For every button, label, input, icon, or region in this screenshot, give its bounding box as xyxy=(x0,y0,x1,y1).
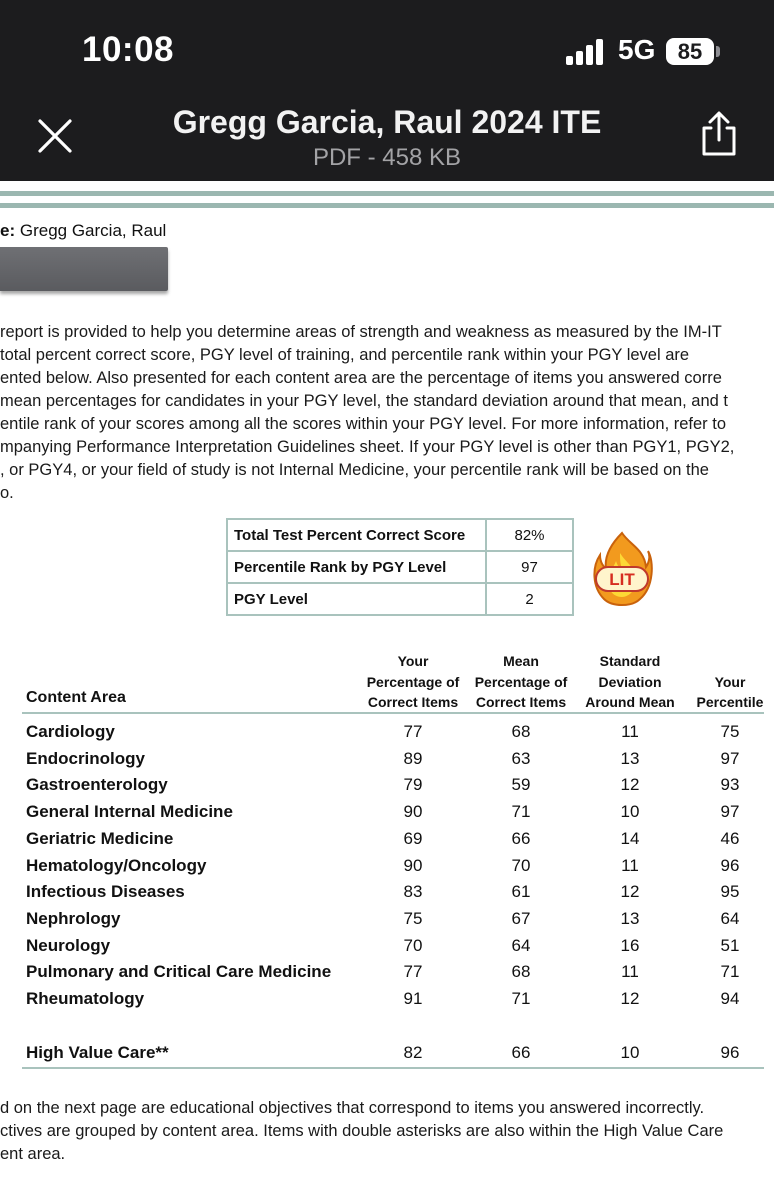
content-area-name: High Value Care** xyxy=(26,1043,169,1062)
table-row xyxy=(0,749,774,775)
table-row-high-value-care xyxy=(0,1043,774,1069)
table-row xyxy=(0,962,774,988)
your-pct-cell: 70 xyxy=(403,935,423,955)
intro-line: total percent correct score, PGY level of training, and percentile rank within your PGY level are xyxy=(0,346,690,364)
mean-pct-cell: 68 xyxy=(511,962,531,982)
std-dev-cell: 10 xyxy=(620,802,640,822)
intro-paragraph xyxy=(0,321,774,505)
name-label: e: xyxy=(0,221,16,240)
examinee-name-line xyxy=(0,221,166,241)
std-dev-cell: 11 xyxy=(621,722,639,741)
mean-pct-cell: 67 xyxy=(511,908,531,928)
mean-pct-cell: 66 xyxy=(511,1043,531,1062)
content-area-name: Endocrinology xyxy=(26,748,145,768)
header-line: Percentage of xyxy=(366,673,460,690)
examinee-name: Gregg Garcia, Raul xyxy=(19,221,167,240)
summary-value: 97 xyxy=(486,551,573,583)
col-header-std-dev xyxy=(578,651,682,713)
your-pct-cell: 77 xyxy=(403,962,423,982)
table-row xyxy=(0,989,774,1015)
table-rule xyxy=(22,1067,764,1069)
std-dev-cell: 12 xyxy=(620,882,640,902)
content-area-name: Hematology/Oncology xyxy=(26,855,207,875)
header-rule xyxy=(0,203,774,208)
percentile-cell: 71 xyxy=(720,962,740,982)
percentile-cell: 93 xyxy=(720,775,740,795)
header-line: Deviation xyxy=(598,673,662,690)
table-row xyxy=(0,936,774,962)
share-button[interactable] xyxy=(696,110,742,158)
percentile-cell: 64 xyxy=(720,908,740,928)
footer-paragraph xyxy=(0,1097,774,1166)
mean-pct-cell: 68 xyxy=(511,722,531,741)
document-title: Gregg Garcia, Raul 2024 ITE xyxy=(172,104,602,140)
table-row xyxy=(227,519,573,551)
percentile-cell: 95 xyxy=(720,882,740,902)
redacted-block xyxy=(0,247,168,291)
your-pct-cell: 82 xyxy=(403,1043,423,1062)
summary-value: 2 xyxy=(486,583,573,615)
percentile-cell: 75 xyxy=(720,722,740,741)
content-area-name: Cardiology xyxy=(26,722,115,741)
header-line: Standard xyxy=(599,653,661,669)
header-line: Around Mean xyxy=(585,694,675,710)
std-dev-cell: 16 xyxy=(620,935,640,955)
table-rule xyxy=(22,712,764,714)
mean-pct-cell: 59 xyxy=(511,775,531,795)
your-pct-cell: 79 xyxy=(403,775,423,795)
header-line: Your xyxy=(397,653,429,669)
battery-level: 85 xyxy=(666,38,714,65)
mean-pct-cell: 63 xyxy=(511,748,531,768)
summary-value: 82% xyxy=(486,519,573,551)
std-dev-cell: 14 xyxy=(620,828,640,848)
intro-line: ented below. Also presented for each content area are the percentage of items you answered corre xyxy=(0,369,722,387)
footer-line: d on the next page are educational objectives that correspond to items you answered incorrectly. xyxy=(0,1099,705,1117)
table-row xyxy=(227,551,573,583)
your-pct-cell: 69 xyxy=(403,828,423,848)
content-area-name: Infectious Diseases xyxy=(26,882,185,902)
intro-line: , or PGY4, or your field of study is not Internal Medicine, your percentile rank will be based on the xyxy=(0,461,709,479)
content-area-name: General Internal Medicine xyxy=(26,802,233,822)
sticker-text: LIT xyxy=(609,570,635,589)
content-area-name: Pulmonary and Critical Care Medicine xyxy=(26,962,332,982)
content-area-name: Gastroenterology xyxy=(26,775,168,795)
std-dev-cell: 11 xyxy=(621,962,639,982)
std-dev-cell: 11 xyxy=(621,855,639,875)
intro-line: o. xyxy=(0,484,14,502)
mean-pct-cell: 71 xyxy=(511,989,531,1008)
status-time: 10:08 xyxy=(82,30,175,69)
percentile-cell: 97 xyxy=(720,802,740,822)
header-line: Percentile xyxy=(696,694,764,710)
intro-line: report is provided to help you determine areas of strength and weakness as measured by the IM-IT xyxy=(0,323,722,341)
intro-line: mpanying Performance Interpretation Guidelines sheet. If your PGY level is other than PGY1, PGY2, xyxy=(0,438,735,456)
footer-line: ctives are grouped by content area. Items with double asterisks are also within the High Value Care xyxy=(0,1122,724,1140)
your-pct-cell: 90 xyxy=(403,855,423,875)
your-pct-cell: 75 xyxy=(403,908,423,928)
content-area-name: Rheumatology xyxy=(26,989,145,1008)
header-line: Correct Items xyxy=(475,694,567,710)
std-dev-cell: 13 xyxy=(620,908,640,928)
std-dev-cell: 12 xyxy=(620,775,640,795)
percentile-cell: 96 xyxy=(720,855,740,875)
summary-label: Percentile Rank by PGY Level xyxy=(227,551,486,583)
header-rule xyxy=(0,191,774,196)
col-header-mean-pct xyxy=(468,651,574,713)
header-line: Your xyxy=(714,673,746,690)
percentile-cell: 46 xyxy=(720,828,740,848)
summary-label: PGY Level xyxy=(227,583,486,615)
std-dev-cell: 13 xyxy=(620,748,640,768)
summary-table xyxy=(226,518,574,616)
network-type: 5G xyxy=(618,34,656,65)
col-header-content-area: Content Area xyxy=(26,689,126,706)
signal-icon xyxy=(566,39,606,65)
intro-line: mean percentages for candidates in your PGY level, the standard deviation around that mean, and t xyxy=(0,392,728,410)
table-row xyxy=(0,909,774,935)
content-area-name: Geriatric Medicine xyxy=(26,828,174,848)
percentile-cell: 97 xyxy=(720,748,740,768)
mean-pct-cell: 70 xyxy=(511,855,531,875)
header-line: Correct Items xyxy=(367,694,459,710)
percentile-cell: 94 xyxy=(720,989,740,1008)
document-subtitle: PDF - 458 KB xyxy=(312,144,462,171)
table-row xyxy=(0,722,774,748)
viewer-header xyxy=(0,0,774,181)
share-icon xyxy=(696,110,742,158)
mean-pct-cell: 71 xyxy=(511,802,531,822)
content-area-name: Nephrology xyxy=(26,908,121,928)
your-pct-cell: 77 xyxy=(403,722,423,741)
mean-pct-cell: 61 xyxy=(511,882,531,902)
std-dev-cell: 12 xyxy=(620,989,640,1008)
your-pct-cell: 90 xyxy=(403,802,423,822)
percentile-cell: 51 xyxy=(720,935,740,955)
header-line: Mean xyxy=(503,653,539,669)
intro-line: entile rank of your scores among all the scores within your PGY level. For more information, refer to xyxy=(0,415,727,433)
your-pct-cell: 89 xyxy=(403,748,423,768)
table-row xyxy=(0,882,774,908)
col-header-your-pct xyxy=(360,651,466,713)
your-pct-cell: 83 xyxy=(403,882,423,902)
fire-lit-sticker-icon xyxy=(590,531,654,609)
content-area-name: Neurology xyxy=(26,935,111,955)
battery-icon xyxy=(716,46,720,57)
your-pct-cell: 91 xyxy=(403,989,423,1008)
table-row xyxy=(0,856,774,882)
table-row xyxy=(0,775,774,801)
mean-pct-cell: 66 xyxy=(511,828,531,848)
header-line: Percentage of xyxy=(474,673,568,690)
pdf-page[interactable] xyxy=(0,181,774,1200)
percentile-cell: 96 xyxy=(720,1043,740,1062)
table-row xyxy=(0,829,774,855)
footer-line: ent area. xyxy=(0,1145,66,1163)
table-row xyxy=(227,583,573,615)
col-header-percentile xyxy=(690,672,770,713)
std-dev-cell: 10 xyxy=(620,1043,640,1062)
mean-pct-cell: 64 xyxy=(511,935,531,955)
summary-label: Total Test Percent Correct Score xyxy=(227,519,486,551)
table-row xyxy=(0,802,774,828)
